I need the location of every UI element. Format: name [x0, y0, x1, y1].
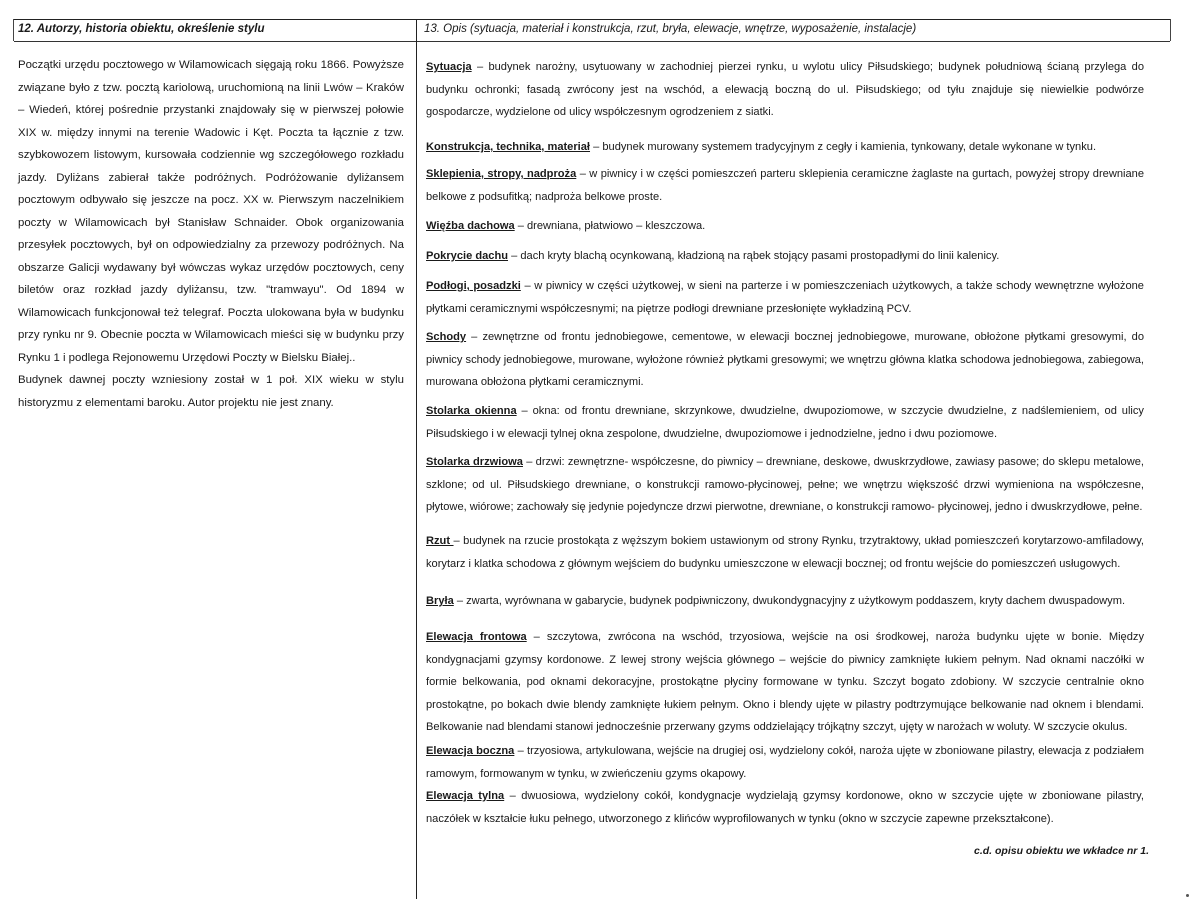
- section-label: Pokrycie dachu: [426, 250, 509, 262]
- section-label: Elewacja tylna: [426, 790, 505, 802]
- section-label: Sklepienia, stropy, nadproża: [426, 168, 577, 180]
- section-konstrukcja: [426, 136, 1144, 159]
- section-elewacja-boczna: [426, 740, 1144, 785]
- section-rzut: [426, 530, 1144, 575]
- section-text: – okna: od frontu drewniane, skrzynkowe, dwudzielne, dwupoziomowe, w szczycie dwudzielne, z nadślemieniem, od ulicy Piłsudskiego i w elewacji tylnej okna zespolone, dwudzielne, dwupoziomowe i jednodzielne, jedno i dwu poziomowe.: [426, 405, 1144, 440]
- section-text: – dach kryty blachą ocynkowaną, kładzioną na rąbek stojący pasami prostopadłymi do linii kalenicy.: [508, 250, 1000, 262]
- section-pokrycie: [426, 245, 1144, 268]
- section-elewacja-frontowa: [426, 626, 1144, 739]
- section-12-heading: 12. Autorzy, historia obiektu, określenie stylu: [18, 23, 265, 35]
- section-podlogi: [426, 275, 1144, 320]
- right-border: [1170, 19, 1171, 41]
- section-elewacja-tylna: [426, 785, 1144, 830]
- section-stolarka-drzwiowa: [426, 451, 1144, 519]
- left-border: [13, 19, 14, 41]
- section-text: – zwarta, wyrównana w gabarycie, budynek podpiwniczony, dwukondygnacyjny z użytkowym poddaszem, kryty dachem dwuspadowym.: [453, 595, 1126, 607]
- section-text: – drzwi: zewnętrzne- współczesne, do piwnicy – drewniane, deskowe, dwuskrzydłowe, zawiasy pasowe; do sklepu metalowe, szklone; od ul. Piłsudskiego drewniane, o konstrukcji ramowo-płycinowej, pełne; we wnętrzu większość drzwi wymieniona na współczesne, płytowe, wiórowe; zachowały się jedynie pojedyncze drzwi pierwotne, drewniane, o konstrukcji ramowo- płycinowej, jedno i dwuskrzydłowe, pełne.: [426, 456, 1144, 513]
- section-text: – szczytowa, zwrócona na wschód, trzyosiowa, wejście na osi środkowej, naroża budynku ujęte w bonie. Między kondygnacjami gzymsy kordonowe. Z lewej strony wejścia głównego – wejście do piwnicy zamknięte łukiem pełnym. Nad oknami naczółki w formie belkowania, pod oknami dekoracyjne, prostokątne płyciny formowane w tynku. Szczyt bogato zdobiony. W szczycie centralnie okno prostokątne, po bokach dwie blendy zamknięte łukiem pełnym. Okno i blendy ujęte w pilastry podtrzymujące belkowanie nad oknem i blendami. Belkowanie nad blendami stanowi jednocześnie przerwany gzyms oddzielający trójkątny szczyt, ujęty w narożach w woluty. W szczycie okulus.: [426, 631, 1144, 733]
- continuation-note: c.d. opisu obiektu we wkładce nr 1.: [974, 845, 1150, 857]
- top-rule: [14, 19, 1170, 20]
- history-paragraph-2: Budynek dawnej poczty wzniesiony został w 1 poł. XIX wieku w stylu historyzmu z elementami baroku. Autor projektu nie jest znany.: [18, 374, 404, 409]
- section-label: Stolarka okienna: [426, 405, 517, 417]
- section-text: – w piwnicy w części użytkowej, w sieni na parterze i w pomieszczeniach użytkowych, a także schody wewnętrzne wyłożone płytkami ceramicznymi współczesnymi; na piętrze podłogi drewniane przesłonięte wykładziną PCV.: [426, 280, 1144, 315]
- header-rule: [14, 41, 1170, 42]
- section-label: Stolarka drzwiowa: [426, 456, 523, 468]
- column-divider: [416, 19, 417, 899]
- section-text: – budynek na rzucie prostokąta z węższym bokiem ustawionym od strony Rynku, trzytraktowy, układ pomieszczeń korytarzowo-amfiladowy, korytarz i klatka schodowa z głównym wejściem do budynku umieszczone w elewacji bocznej; od frontu wejście do pomieszczeń usługowych.: [426, 535, 1144, 570]
- section-label: Schody: [426, 331, 467, 343]
- history-column: [18, 54, 404, 414]
- section-text: – budynek murowany systemem tradycyjnym z cegły i kamienia, tynkowany, detale wykonane w tynku.: [590, 141, 1097, 153]
- section-13-heading: 13. Opis (sytuacja, materiał i konstrukcja, rzut, bryła, elewacje, wnętrze, wyposażenie, instalacje): [424, 23, 917, 35]
- history-paragraph-1: Początki urzędu pocztowego w Wilamowicach sięgają roku 1866. Powyższe związane było z tzw. pocztą kariolową, uruchomioną na linii Lwów – Kraków – Wiedeń, której pośrednie przystanki znajdowały się w pierwszej połowie XIX w. między innymi na terenie Wadowic i Kęt. Poczta ta łącznie z tzw. szybkowozem listowym, kursowała codziennie wg szczegółowego rozkładu jazdy. Dyliżans zabierał także podróżnych. Podróżowanie dyliżansem pocztowym odbywało się jeszcze na pocz. XX w. Pierwszym naczelnikiem poczty w Wilamowicach był Stanisław Schnaider. Obok organizowania przesyłek pocztowych, był on odpowiedzialny za przewozy podróżnych. Na obszarze Galicji wydawany był wówczas wykaz urzędów pocztowych, ceny biletów oraz rozkład jazdy dyliżansu, tzw. "tramwayu". Od 1894 w Wilamowicach funkcjonował też telegraf. Poczta ulokowana była w budynku przy rynku nr 9. Obecnie poczta w Wilamowicach mieści się w budynku przy Rynku 1 i podlega Rejonowemu Urzędowi Poczty w Bielsku Białej..: [18, 59, 404, 364]
- section-label: Więźba dachowa: [426, 220, 515, 232]
- section-text: – budynek narożny, usytuowany w zachodniej pierzei rynku, u wylotu ulicy Piłsudskiego; budynek południową ścianą przylega do budynku ochronki; fasadą zwrócony jest na wschód, a elewacją boczną do ul. Piłsudskiego; od tyłu znajduje się niewielkie podwórze gospodarcze, wydzielone od ulicy współczesnym ogrodzeniem z siatki.: [426, 61, 1144, 118]
- section-label: Elewacja boczna: [426, 745, 515, 757]
- section-text: – drewniana, płatwiowo – kleszczowa.: [514, 220, 706, 232]
- section-wiezba: [426, 215, 1144, 238]
- section-label: Konstrukcja, technika, materiał: [426, 141, 591, 153]
- section-stolarka-okienna: [426, 400, 1144, 445]
- section-label: Elewacja frontowa: [426, 631, 527, 643]
- section-label: Sytuacja: [426, 61, 472, 73]
- section-schody: [426, 326, 1144, 394]
- section-text: – zewnętrzne od frontu jednobiegowe, cementowe, w elewacji bocznej jednobiegowe, murowane, obłożone płytkami gresowymi, do piwnicy schody jednobiegowe, murowane, wyłożone również płytkami gresowymi; we wnętrzu główna klatka schodowa jednobiegowa, zabiegowa, murowana obłożona płytkami ceramicznymi.: [426, 331, 1144, 388]
- section-text: – dwuosiowa, wydzielony cokół, kondygnacje wydzielają gzymsy kordonowe, okno w szczycie ujęte w zboniowane pilastry, naczółek w kształcie łuku pełnego, utworzonego z klińców wyprofilowanych w tynku (okno w szczycie zapewne przekształcone).: [426, 790, 1144, 825]
- section-label: Podłogi, posadzki: [426, 280, 521, 292]
- section-text: – trzyosiowa, artykulowana, wejście na drugiej osi, wydzielony cokół, naroża ujęte w zboniowane pilastry, elewacja z podziałem ramowym, formowanym w tynku, w zwieńczeniu gzyms okapowy.: [426, 745, 1145, 780]
- section-text: – w piwnicy i w części pomieszczeń parteru sklepienia ceramiczne żaglaste na gurtach, powyżej stropy drewniane belkowe z podsufitką; nadproża belkowe proste.: [426, 168, 1144, 203]
- section-sklepienia: [426, 163, 1144, 208]
- section-label: Bryła: [426, 595, 454, 607]
- scan-speck: [1186, 894, 1189, 897]
- section-bryla: [426, 590, 1144, 613]
- section-label: Rzut: [426, 535, 454, 547]
- section-sytuacja: [426, 56, 1144, 124]
